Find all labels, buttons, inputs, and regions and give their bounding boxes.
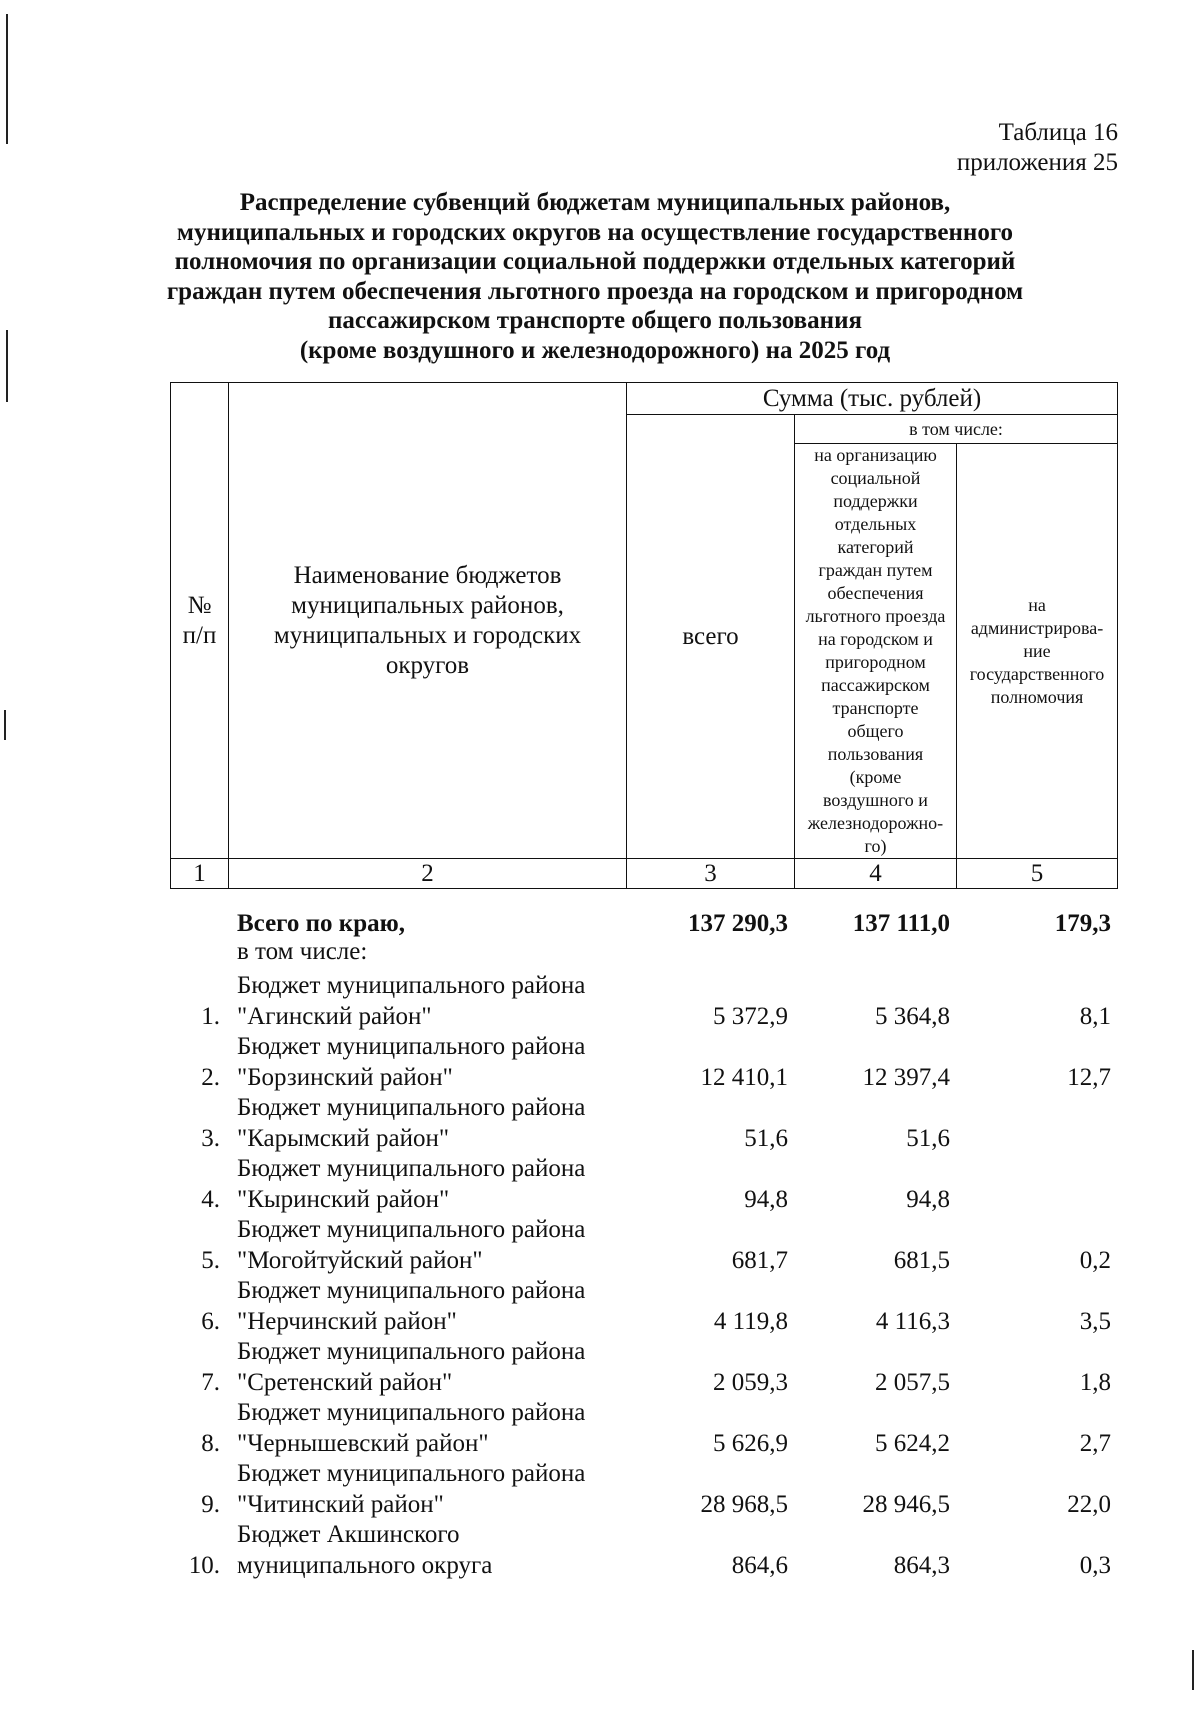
- title-line: (кроме воздушного и железнодорожного) на 2025 год: [299, 336, 891, 364]
- row-support: 5 624,2: [875, 1429, 950, 1457]
- row-admin: 1,8: [1079, 1368, 1111, 1396]
- row-total: 5 372,9: [713, 1002, 788, 1030]
- table-row: [170, 1032, 1117, 1093]
- row-name-line: "Читинский район": [237, 1490, 444, 1518]
- total-value: 137 290,3: [688, 910, 788, 937]
- column-number: 5: [957, 859, 1118, 889]
- table-row: [170, 1093, 1117, 1154]
- total-row: [170, 905, 1117, 938]
- table-body: [170, 905, 1117, 1581]
- row-admin: 8,1: [1079, 1002, 1111, 1030]
- row-name-line: Бюджет муниципального района: [237, 1277, 586, 1304]
- row-name-line: "Карымский район": [237, 1124, 450, 1152]
- row-name-line: Бюджет муниципального района: [237, 1460, 586, 1487]
- row-total: 12 410,1: [700, 1063, 788, 1091]
- row-admin: 22,0: [1067, 1490, 1111, 1518]
- row-name: [228, 1032, 626, 1093]
- row-name-line: Бюджет муниципального района: [237, 1399, 586, 1426]
- row-name-line: Бюджет муниципального района: [237, 1338, 586, 1365]
- row-name: [228, 1337, 626, 1398]
- column-number: 1: [171, 859, 229, 889]
- total-admin-value: 179,3: [1054, 910, 1111, 937]
- row-name: [228, 1215, 626, 1276]
- row-admin: [956, 1093, 1117, 1154]
- header-including: в том числе:: [795, 415, 1118, 444]
- table-row: [170, 1398, 1117, 1459]
- row-name-line: "Кыринский район": [237, 1185, 450, 1213]
- table-row: [170, 1337, 1117, 1398]
- including-row: [170, 938, 1117, 971]
- row-support: 5 364,8: [875, 1002, 950, 1030]
- row-number: 7.: [201, 1368, 220, 1396]
- row-number: 1.: [201, 1002, 220, 1030]
- appendix-number: приложения 25: [956, 149, 1118, 176]
- row-number: 6.: [201, 1307, 220, 1335]
- row-name: [228, 971, 626, 1032]
- row-name-line: Бюджет муниципального района: [237, 1094, 586, 1121]
- row-name: [228, 1154, 626, 1215]
- row-support: 2 057,5: [875, 1368, 950, 1396]
- row-number: 3.: [201, 1124, 220, 1152]
- row-name: [228, 1276, 626, 1337]
- scan-margin-mark: [6, 14, 8, 144]
- row-name-line: "Сретенский район": [237, 1368, 453, 1396]
- row-total: 681,7: [731, 1246, 788, 1274]
- header-total: всего: [627, 415, 795, 859]
- row-admin: 0,2: [1079, 1246, 1111, 1274]
- row-name: [228, 1520, 626, 1581]
- row-name-line: Бюджет Акшинского: [237, 1521, 460, 1548]
- row-support: 681,5: [893, 1246, 950, 1274]
- row-total: 28 968,5: [700, 1490, 788, 1518]
- row-total: 864,6: [731, 1551, 788, 1579]
- table-reference: [957, 118, 1118, 178]
- row-total: 51,6: [744, 1124, 788, 1152]
- row-support: 12 397,4: [862, 1063, 950, 1091]
- row-support: 864,3: [893, 1551, 950, 1579]
- scan-margin-mark: [6, 330, 8, 402]
- row-admin: 2,7: [1079, 1429, 1111, 1457]
- title-line: пассажирском транспорте общего пользования: [327, 307, 863, 334]
- header-support: на организацию социальной поддержки отдельных категорий граждан путем обеспечения льготного проезда на городском и пригородном пассажирском транспорте общего пользования (кроме воздушного и железнодорожно- го): [795, 444, 957, 859]
- row-name-line: "Чернышевский район": [237, 1429, 489, 1457]
- row-admin: 12,7: [1067, 1063, 1111, 1091]
- row-support: 94,8: [906, 1185, 950, 1213]
- row-total: 4 119,8: [713, 1307, 788, 1335]
- table-row: [170, 971, 1117, 1032]
- header-name: Наименование бюджетов муниципальных районов, муниципальных и городских округов: [229, 383, 627, 859]
- title-line: Распределение субвенций бюджетам муниципальных районов,: [239, 189, 951, 216]
- row-number: 2.: [201, 1063, 220, 1091]
- header-number: № п/п: [171, 383, 229, 859]
- including-label: в том числе:: [237, 938, 368, 965]
- table-row: [170, 1459, 1117, 1520]
- row-name-line: Бюджет муниципального района: [237, 1033, 586, 1060]
- table-row: [170, 1215, 1117, 1276]
- table-row: [170, 1276, 1117, 1337]
- row-name-line: муниципального округа: [237, 1551, 493, 1579]
- column-number: 2: [229, 859, 627, 889]
- row-name-line: "Могойтуйский район": [237, 1246, 483, 1274]
- row-admin: [956, 1154, 1117, 1215]
- row-name-line: "Нерчинский район": [237, 1307, 457, 1335]
- row-number: 4.: [201, 1185, 220, 1213]
- row-support: 51,6: [906, 1124, 950, 1152]
- header-sum: Сумма (тыс. рублей): [627, 383, 1118, 415]
- scan-margin-mark: [4, 710, 6, 740]
- row-name: [228, 1093, 626, 1154]
- table-row: [170, 1520, 1117, 1581]
- row-number: 5.: [201, 1246, 220, 1274]
- title-line: граждан путем обеспечения льготного проезда на городском и пригородном: [166, 277, 1024, 305]
- row-name-line: Бюджет муниципального района: [237, 1155, 586, 1182]
- row-total: 5 626,9: [713, 1429, 788, 1457]
- table-number: Таблица 16: [998, 119, 1118, 146]
- row-total: 2 059,3: [713, 1368, 788, 1396]
- row-support: 28 946,5: [862, 1490, 950, 1518]
- row-name-line: "Борзинский район": [237, 1063, 453, 1091]
- column-number: 3: [627, 859, 795, 889]
- total-label: Всего по краю,: [237, 910, 405, 937]
- row-name-line: Бюджет муниципального района: [237, 972, 586, 999]
- document-title: [150, 188, 1040, 365]
- row-admin: 0,3: [1079, 1551, 1111, 1579]
- row-name: [228, 1398, 626, 1459]
- title-line: муниципальных и городских округов на осуществление государственного: [176, 218, 1014, 246]
- row-number: 10.: [188, 1551, 220, 1579]
- title-line: полномочия по организации социальной поддержки отдельных категорий: [174, 248, 1016, 275]
- row-name-line: Бюджет муниципального района: [237, 1216, 586, 1243]
- row-name-line: "Агинский район": [237, 1002, 432, 1030]
- row-number: 9.: [201, 1490, 220, 1518]
- scan-margin-mark: [1192, 1650, 1194, 1690]
- total-support-value: 137 111,0: [852, 910, 950, 937]
- header-admin: на администрирова- ние государственного полномочия: [957, 444, 1118, 859]
- row-total: 94,8: [744, 1185, 788, 1213]
- table-row: [170, 1154, 1117, 1215]
- row-admin: 3,5: [1079, 1307, 1111, 1335]
- column-number: 4: [795, 859, 957, 889]
- row-number: 8.: [201, 1429, 220, 1457]
- row-support: 4 116,3: [875, 1307, 950, 1335]
- table-header: [170, 382, 1118, 889]
- row-name: [228, 1459, 626, 1520]
